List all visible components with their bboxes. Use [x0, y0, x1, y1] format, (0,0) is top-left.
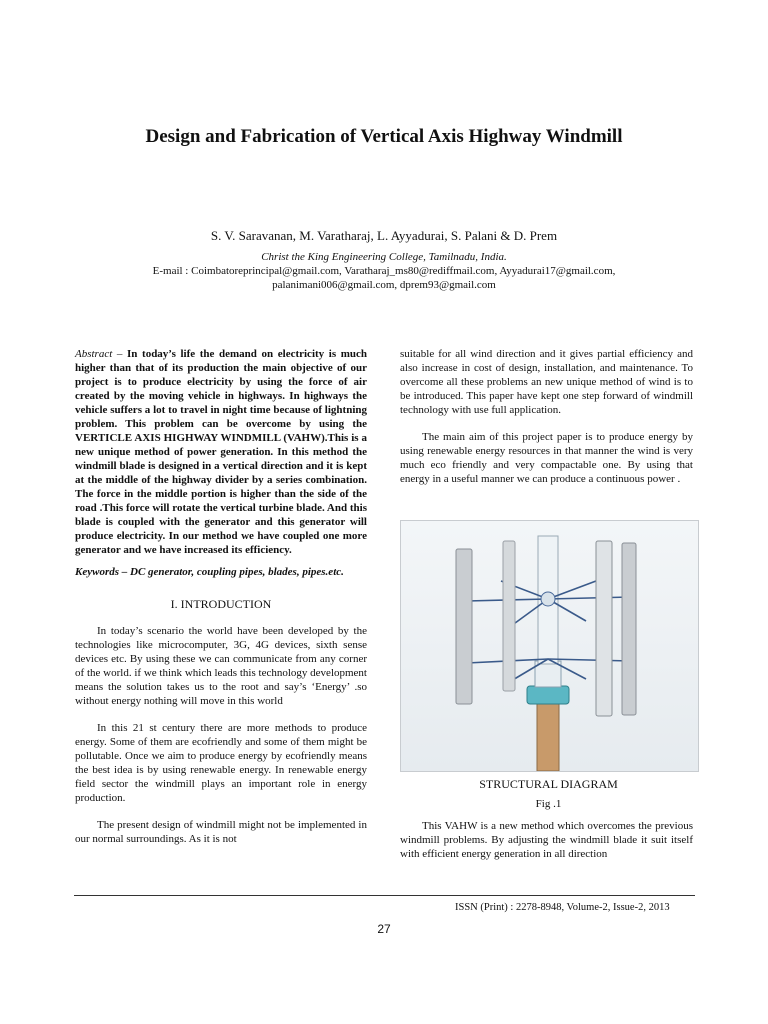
- paper-title: Design and Fabrication of Vertical Axis Highway Windmill: [145, 126, 623, 147]
- paper-affiliation: Christ the King Engineering College, Tamilnadu, India.: [261, 251, 507, 263]
- issn-line: ISSN (Print) : 2278-8948, Volume-2, Issue-2, 2013: [455, 902, 670, 913]
- windmill-mast: [537, 701, 559, 771]
- section-heading-introduction: I. INTRODUCTION: [170, 597, 272, 611]
- email-line-1: E-mail : Coimbatoreprincipal@gmail.com, Varatharaj_ms80@rediffmail.com, Ayyadurai17@gmail.com,: [152, 265, 616, 277]
- abstract: [75, 347, 367, 557]
- right-paragraph-1: suitable for all wind direction and it gives partial efficiency and also increase in cost of design, installation, and maintenance. To overcome all these problems an new unique method of wind is to be introduced. This paper have kept one step forward of windmill technology with use full application.: [400, 348, 693, 416]
- right-paragraph-3: This VAHW is a new method which overcomes the previous windmill problems. By adjusting the windmill blade it suit itself with efficient energy generation in all direction: [400, 820, 693, 860]
- windmill-illustration: [401, 521, 698, 771]
- intro-paragraph-3: The present design of windmill might not be implemented in our normal surroundings. As it is not: [75, 819, 367, 845]
- figure-caption: STRUCTURAL DIAGRAM: [479, 777, 618, 791]
- paper-authors: S. V. Saravanan, M. Varatharaj, L. Ayyadurai, S. Palani & D. Prem: [210, 228, 558, 243]
- windmill-blade-rear: [503, 541, 515, 691]
- windmill-blade-left: [456, 549, 472, 704]
- abstract-text: In today’s life the demand on electricity is much higher than that of its production the main objective of our project is to produce electricity by using the force of air created by the moving vehicle in highways. In highways the vehicle suffers a lot to travel in night time because of lightning problem. This problem can be overcome by using the VERTICLE AXIS HIGHWAY WINDMILL (VAHW).This is a new unique method of power generation. In this method the windmill blade is designed in a vertical direction and it is kept at the middle of the highway divider by a series combination. The force in the middle portion is higher than the side of the road .This force will rotate the vertical turbine blade. And this blade is coupled with the generator and this generator will produce electricity. In our method we have coupled one more generator and we have increased its efficiency.: [75, 348, 368, 556]
- windmill-blade-far-right: [622, 543, 636, 715]
- left-column: [75, 347, 367, 846]
- paper-emails: [60, 264, 708, 292]
- right-paragraph-2: The main aim of this project paper is to produce energy by using renewable energy resources in that manner the wind is very much eco friendly and very compactable one. By using that energy in a useful manner we can produce a continuous power .: [400, 431, 693, 485]
- windmill-base-collar: [527, 686, 569, 704]
- right-column-bottom: [400, 819, 693, 861]
- structural-diagram-figure: [400, 520, 699, 772]
- windmill-blade-right: [596, 541, 612, 716]
- email-line-2: palanimani006@gmail.com, dprem93@gmail.com: [272, 279, 496, 291]
- intro-paragraph-2: In this 21 st century there are more methods to produce energy. Some of them are ecofriendly and some of them might be pollutable. Once we aim to produce energy by ecofriendly means the best idea is by using renewable energy. In renewable energy field sector the windmill plays an important role in energy production.: [75, 722, 367, 804]
- footer-divider: [74, 895, 695, 896]
- figure-label: Fig .1: [535, 798, 562, 810]
- abstract-label: Abstract –: [75, 348, 123, 360]
- windmill-upper-hub: [541, 592, 555, 606]
- right-column: [400, 347, 693, 486]
- intro-paragraph-1: In today’s scenario the world have been developed by the technologies like microcomputer, 3G, 4G devices, sixth sense devices etc. By using these we can communicate from any corner of the world. if we think which leads this technology development means the solution takes us to the root and say’s ‘Energy’ .so without energy nothing will move in this world: [75, 625, 367, 707]
- page-number: 27: [377, 922, 391, 936]
- keywords: Keywords – DC generator, coupling pipes, blades, pipes.etc.: [75, 566, 344, 578]
